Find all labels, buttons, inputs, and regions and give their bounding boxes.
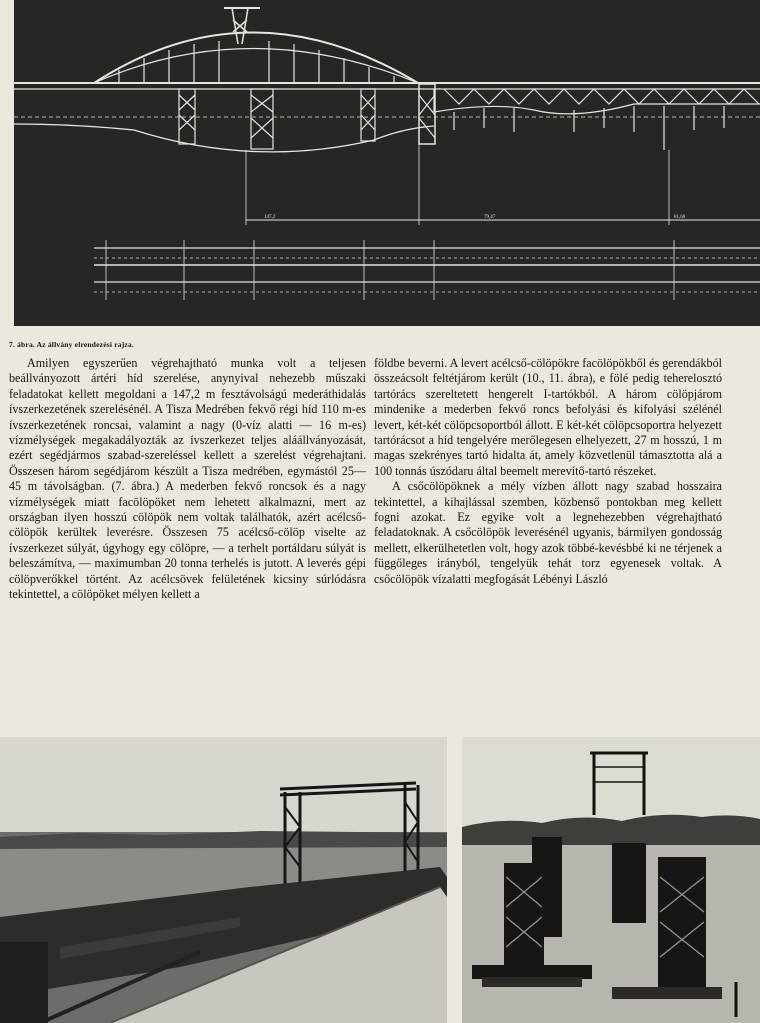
scaffold-trestle-1 xyxy=(179,89,195,144)
photo-trestles xyxy=(462,737,760,1023)
scaffold-layout-drawing xyxy=(14,0,760,326)
dim-label-1: 147,2 xyxy=(264,215,276,220)
figure-caption: 7. ábra. Az állvány elrendezési rajza. xyxy=(9,340,134,349)
photo-portal-crane-svg xyxy=(0,737,447,1023)
dim-label-2: 79,47 xyxy=(484,215,496,220)
riverbed-contour xyxy=(14,124,434,152)
photo-portal-crane xyxy=(0,737,447,1023)
scaffold-trestle-2 xyxy=(251,89,273,149)
photo-trestles-svg xyxy=(462,737,760,1023)
approach-truss xyxy=(419,84,760,144)
left-paragraph: Amilyen egyszerűen végrehajtható munka volt a teljesen beállványozott ártéri híd szerelése, anynyival nehezebb műszaki feladatokat kellett megoldani a 147,2 m fesztávolságú mederáthidalás ívszerkezetének szerelésénél. A Tisza Medrében fekvő régi híd 110 m-es ívszerkezetének roncsai, valamint a nagy (0-víz alatti — 16 m-es) vízmélységek megakadályozták az ívszerkezet teljes aláállványozását, ezért segédjármos szabad-szereléssel kellett a szerelést végrehajtani. Összesen három segédjárom készült a Tisza medrében, egymástól 25—45 m távolságban. (7. ábra.) A mederben fekvő roncsok és a nagy vízmélységek miatt facölöpöket nem lehetett alkalmazni, mert az országban ilyen hosszú cölöpök nem voltak találhatók, azért acélcső-cölöpök kerültek leverésre. Összesen 75 acélcső-cölöp viselte az ívszerkezet súlyát, úgyhogy egy cölöpre, — a terhelt portáldaru súlyát is beleszámítva, — maximumban 20 tonna terhelés is jutott. A leverés gépi cölöpverőkkel történt. Az acélcsövek felületének kicsiny súrlódásra tekintettel, a cölöpöket mélyen kellett a xyxy=(9,356,366,602)
article-right-column xyxy=(374,356,722,587)
dim-label-3: 81,60 xyxy=(674,215,686,220)
crane-tower xyxy=(232,8,248,44)
article-left-column xyxy=(9,356,366,603)
scaffold-trestle-3 xyxy=(361,89,375,141)
bridge-drawing-svg xyxy=(14,0,760,326)
right-paragraph-1: földbe beverni. A levert acélcső-cölöpökre facölöpökből és gerendákból összeácsolt feltétjárom került (10., 11. ábra), e fölé pedig teherelosztó tartórács szereltetett hengerelt I-tartókból. A három cölöpjárom mindenike a mederben fekvő roncs befolyási és kifolyási szélénél levert, két-két cölöpcsoportból állott. E két-két cölöpcsoportra helyezett tartórácsot a híd tengelyére merőlegesen elhelyezett, 27 m hosszú, 1 m magas szekrényes tartó hidalta át, amely közvetlenül támasztotta alá a 100 tonnás úszódaru által beemelt merevítő-tartó részeket. xyxy=(374,356,722,478)
right-paragraph-2: A csőcölöpöknek a mély vízben állott nagy szabad hosszaira tekintettel, a kihajlással szemben, közbenső pontokban meg kellett fogni azokat. Ez egyike volt a legnehezebben végrehajtható feladatoknak. A csőcölöpök leverésénél ugyanis, bármilyen gondosság mellett, elkerülhetetlen volt, hogy azok többé-kevésbbé ki ne térjenek a függőleges irányból, tengelyük tehát torz egyenesek voltak. A csőcölöpök vízalatti megfogását Lébényi László xyxy=(374,479,722,586)
